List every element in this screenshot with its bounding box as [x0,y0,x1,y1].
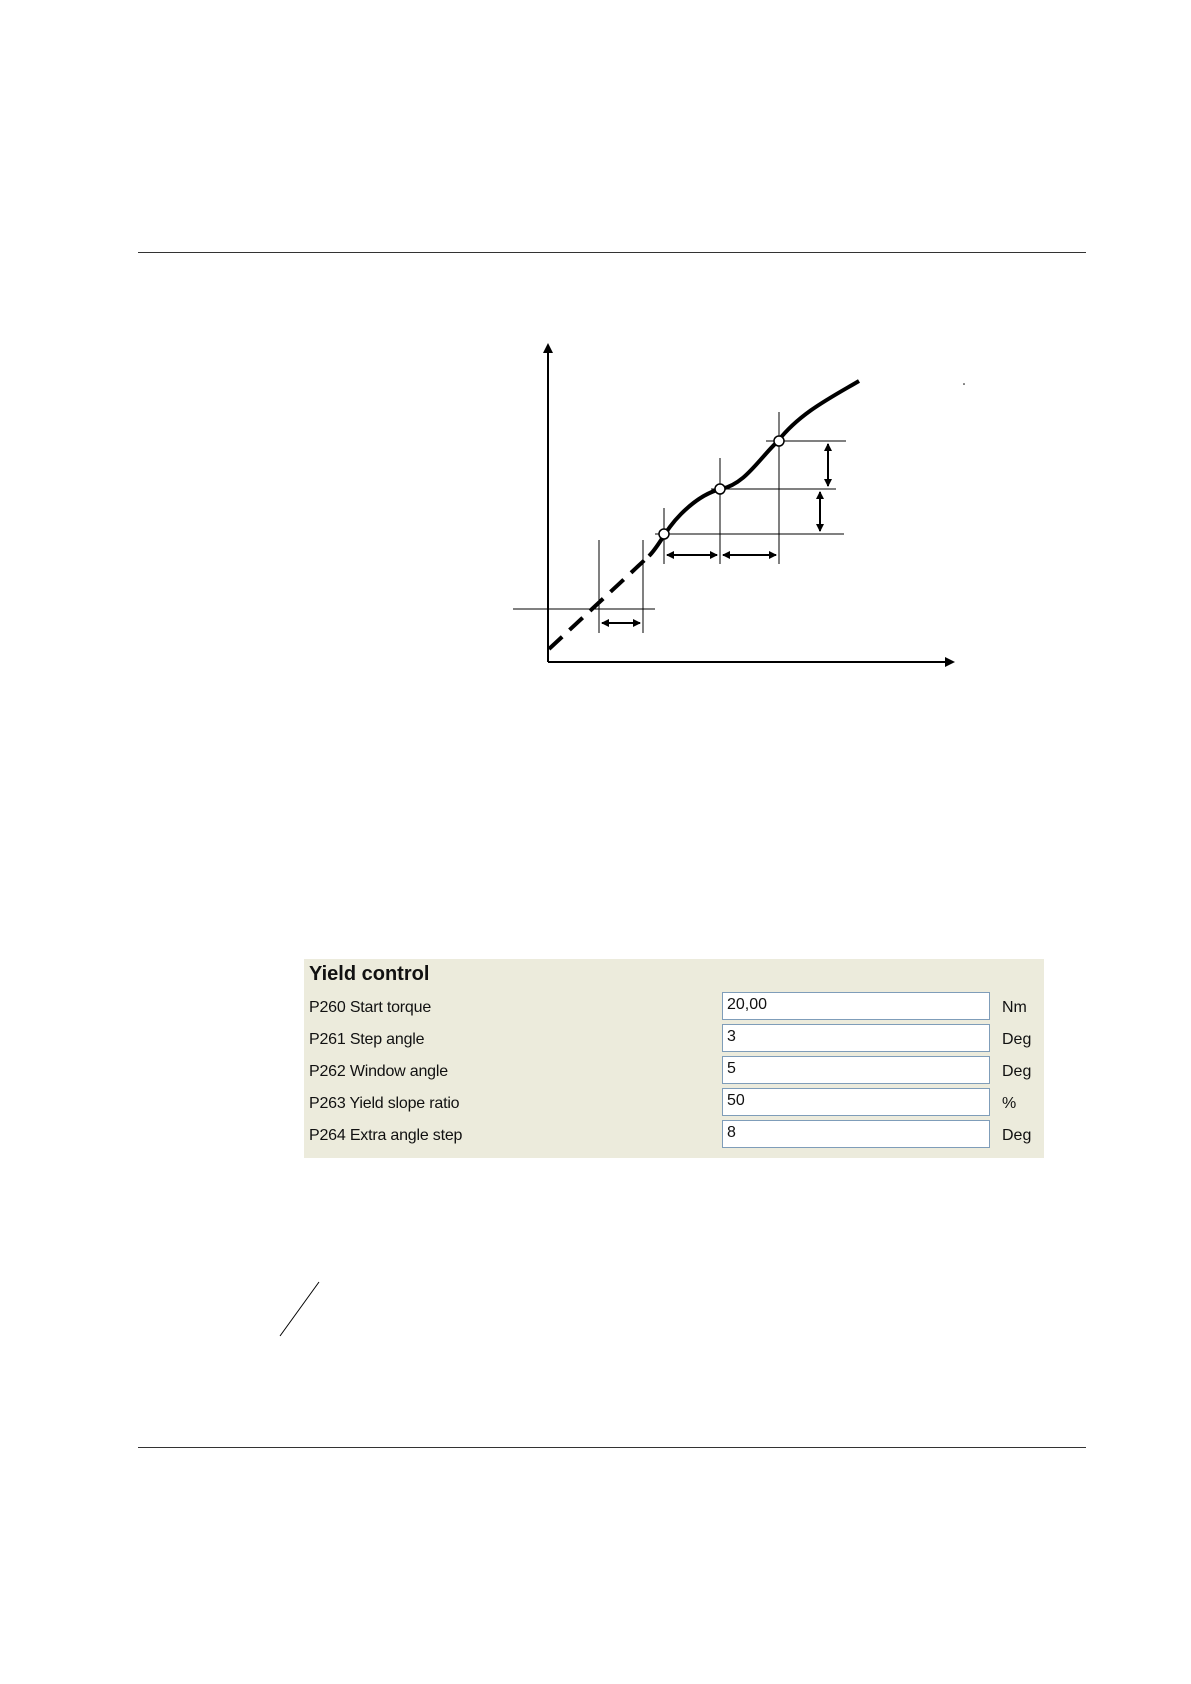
yield-slope-ratio-input[interactable]: 50 [722,1088,990,1116]
extra-angle-step-input[interactable]: 8 [722,1120,990,1148]
measurement-point [715,484,725,494]
param-label: P260 Start torque [309,999,432,1016]
param-label: P263 Yield slope ratio [309,1095,460,1112]
param-unit: Deg [1002,1031,1032,1048]
param-label: P264 Extra angle step [309,1127,463,1144]
step-angle-input[interactable]: 3 [722,1024,990,1052]
param-row-p262 [304,1056,1044,1088]
window-angle-input[interactable]: 5 [722,1056,990,1084]
diagonal-mark [278,1280,322,1338]
param-label: P262 Window angle [309,1063,448,1080]
measurement-point [774,436,784,446]
yield-control-panel [304,959,1044,1158]
panel-title: Yield control [309,963,430,985]
param-row-p264 [304,1120,1044,1152]
param-row-p260 [304,992,1044,1024]
yield-curve-diagram [0,0,1191,760]
param-row-p263 [304,1088,1044,1120]
param-unit: % [1002,1095,1017,1112]
stray-dot [963,383,965,385]
measurement-point [659,529,669,539]
param-unit: Deg [1002,1063,1032,1080]
param-row-p261 [304,1024,1044,1056]
footer-rule [138,1447,1086,1448]
param-unit: Nm [1002,999,1027,1016]
start-torque-input[interactable]: 20,00 [722,992,990,1020]
param-unit: Deg [1002,1127,1032,1144]
param-label: P261 Step angle [309,1031,425,1048]
